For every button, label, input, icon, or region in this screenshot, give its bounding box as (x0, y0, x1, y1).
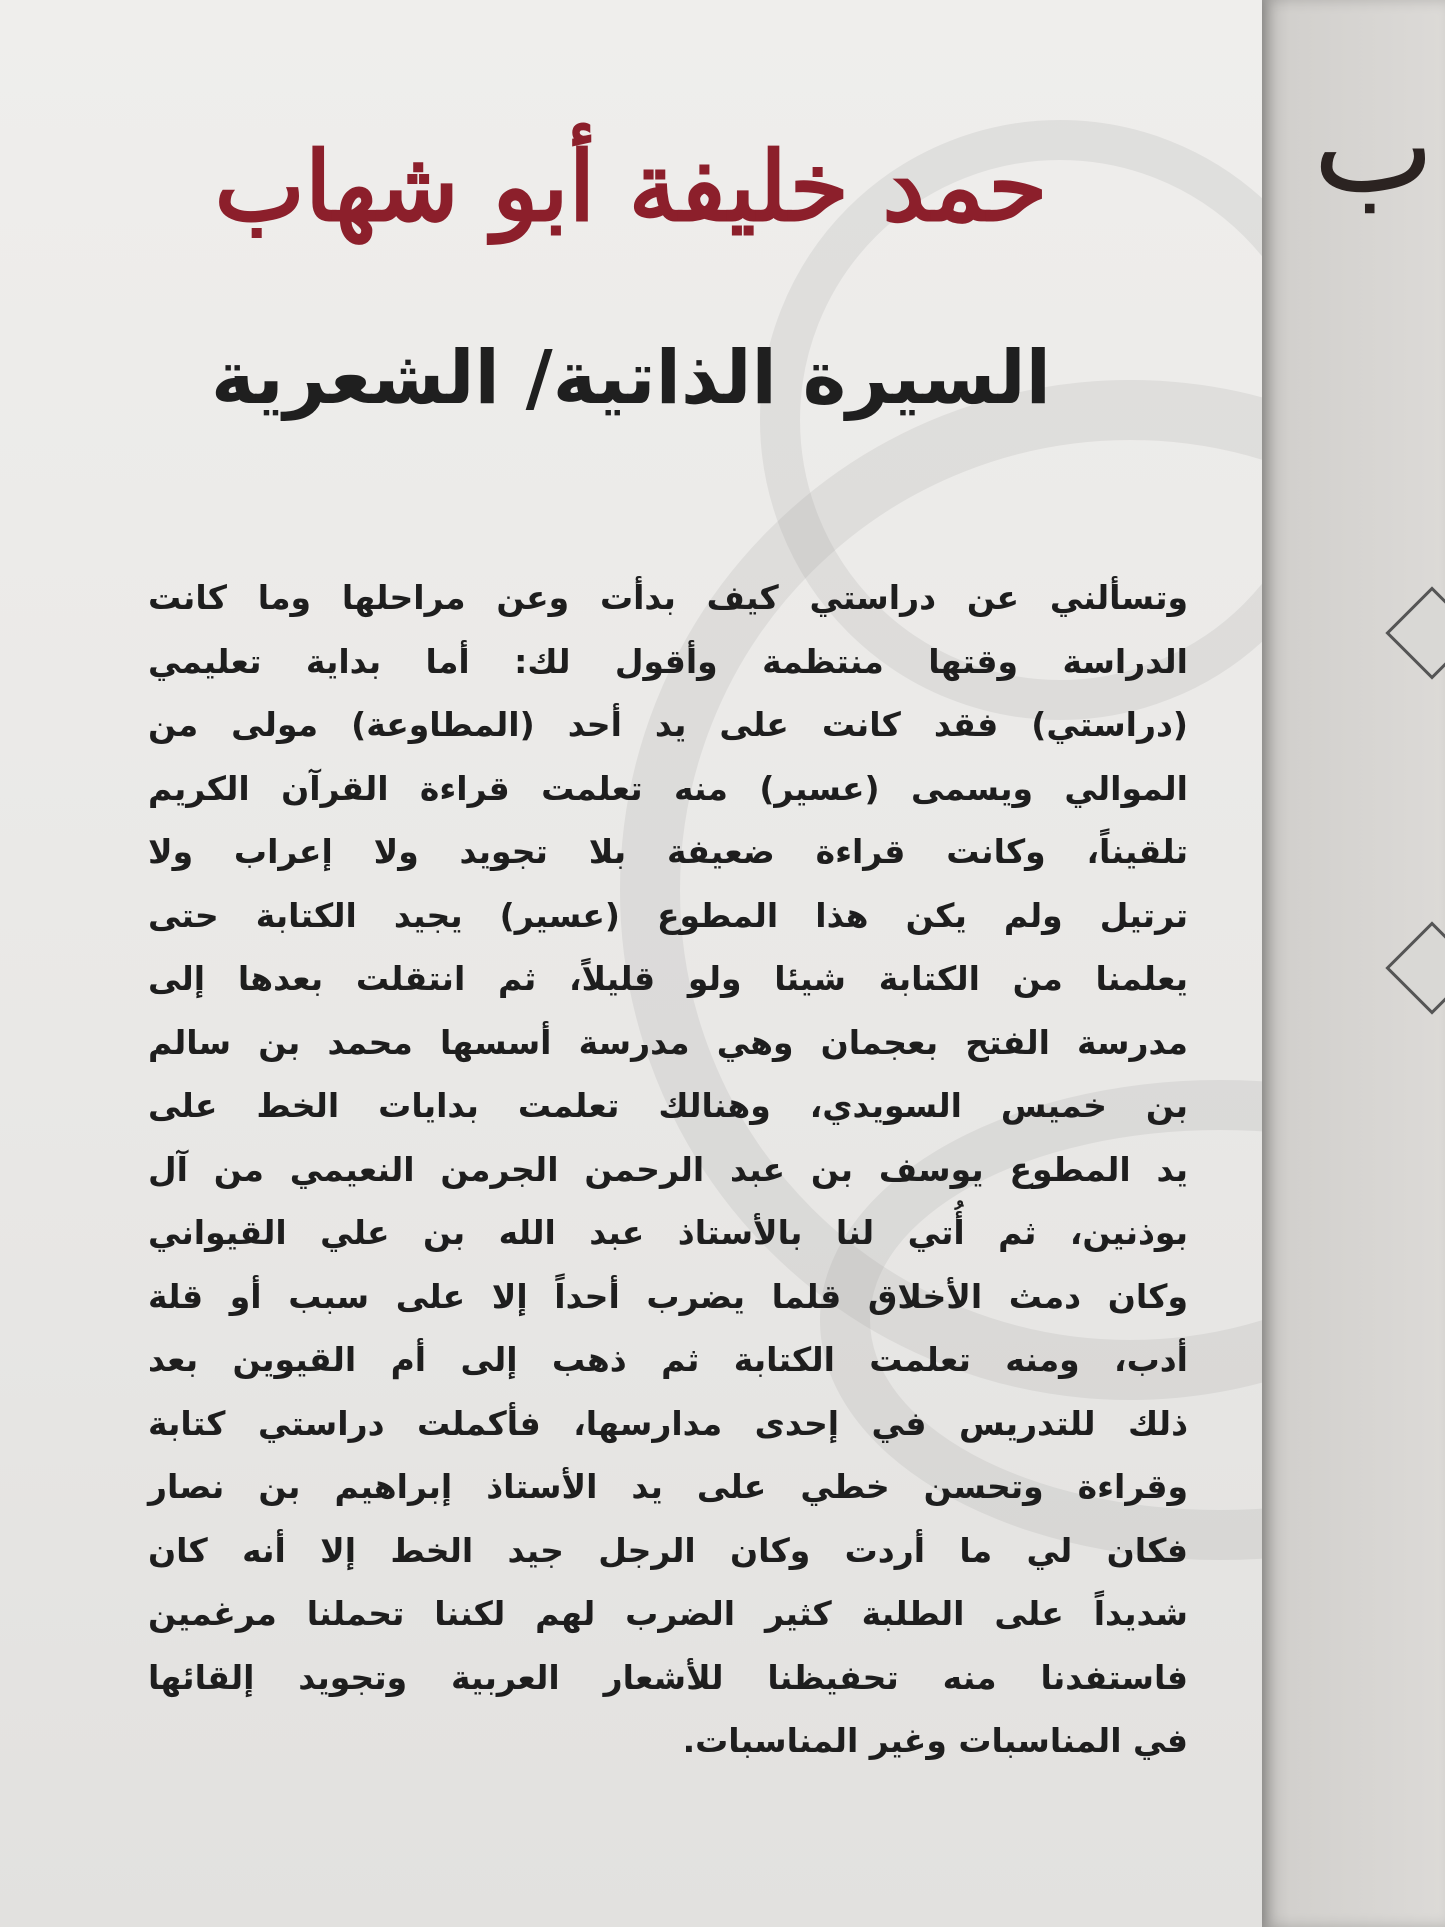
body-line: (دراستي) فقد كانت على يد أحد (المطاوعة) مولى من (148, 705, 1188, 744)
body-text (148, 566, 1188, 1773)
adjacent-page-ornament (1385, 921, 1445, 1014)
body-line: شديداً على الطلبة كثير الضرب لهم لكننا تحملنا مرغمين (148, 1594, 1188, 1633)
author-title: حمد خليفة أبو شهاب (214, 130, 1048, 243)
body-line: وقراءة وتحسن خطي على يد الأستاذ إبراهيم بن نصار (148, 1467, 1188, 1506)
body-line: وكان دمث الأخلاق قلما يضرب أحداً إلا على سبب أو قلة (148, 1276, 1188, 1316)
body-line: الدراسة وقتها منتظمة وأقول لك: أما بداية تعليمي (148, 641, 1188, 681)
body-line: فاستفدنا منه تحفيظنا للأشعار العربية وتجويد إلقائها (148, 1657, 1188, 1697)
body-line: ترتيل ولم يكن هذا المطوع (عسير) يجيد الكتابة حتى (148, 895, 1188, 935)
body-line: مدرسة الفتح بعجمان وهي مدرسة أسسها محمد بن سالم (148, 1022, 1188, 1062)
body-line: وتسألني عن دراستي كيف بدأت وعن مراحلها وما كانت (148, 578, 1188, 617)
body-line: الموالي ويسمى (عسير) منه تعلمت قراءة القرآن الكريم (148, 768, 1188, 808)
body-line: يد المطوع يوسف بن عبد الرحمن الجرمن النعيمي من آل (148, 1149, 1188, 1189)
body-line: ذلك للتدريس في إحدى مدارسها، فأكملت دراستي كتابة (148, 1403, 1188, 1443)
body-line: تلقيناً، وكانت قراءة ضعيفة بلا تجويد ولا إعراب ولا (148, 832, 1188, 871)
adjacent-page (1255, 0, 1445, 1927)
body-line: فكان لي ما أردت وكان الرجل جيد الخط إلا أنه كان (148, 1530, 1188, 1570)
body-line: بوذنين، ثم أُتي لنا بالأستاذ عبد الله بن علي القيواني (148, 1213, 1188, 1252)
book-subtitle: السيرة الذاتية/ الشعرية (211, 335, 1051, 421)
body-line: بن خميس السويدي، وهنالك تعلمت بدايات الخط على (148, 1086, 1188, 1125)
body-line: في المناسبات وغير المناسبات. (682, 1721, 1188, 1760)
body-line: يعلمنا من الكتابة شيئا ولو قليلاً، ثم انتقلت بعدها إلى (148, 959, 1188, 998)
adjacent-page-ornament (1385, 586, 1445, 679)
adjacent-page-calligraphy: ب (1312, 70, 1435, 222)
body-line: أدب، ومنه تعلمت الكتابة ثم ذهب إلى أم القيوين بعد (148, 1340, 1188, 1379)
